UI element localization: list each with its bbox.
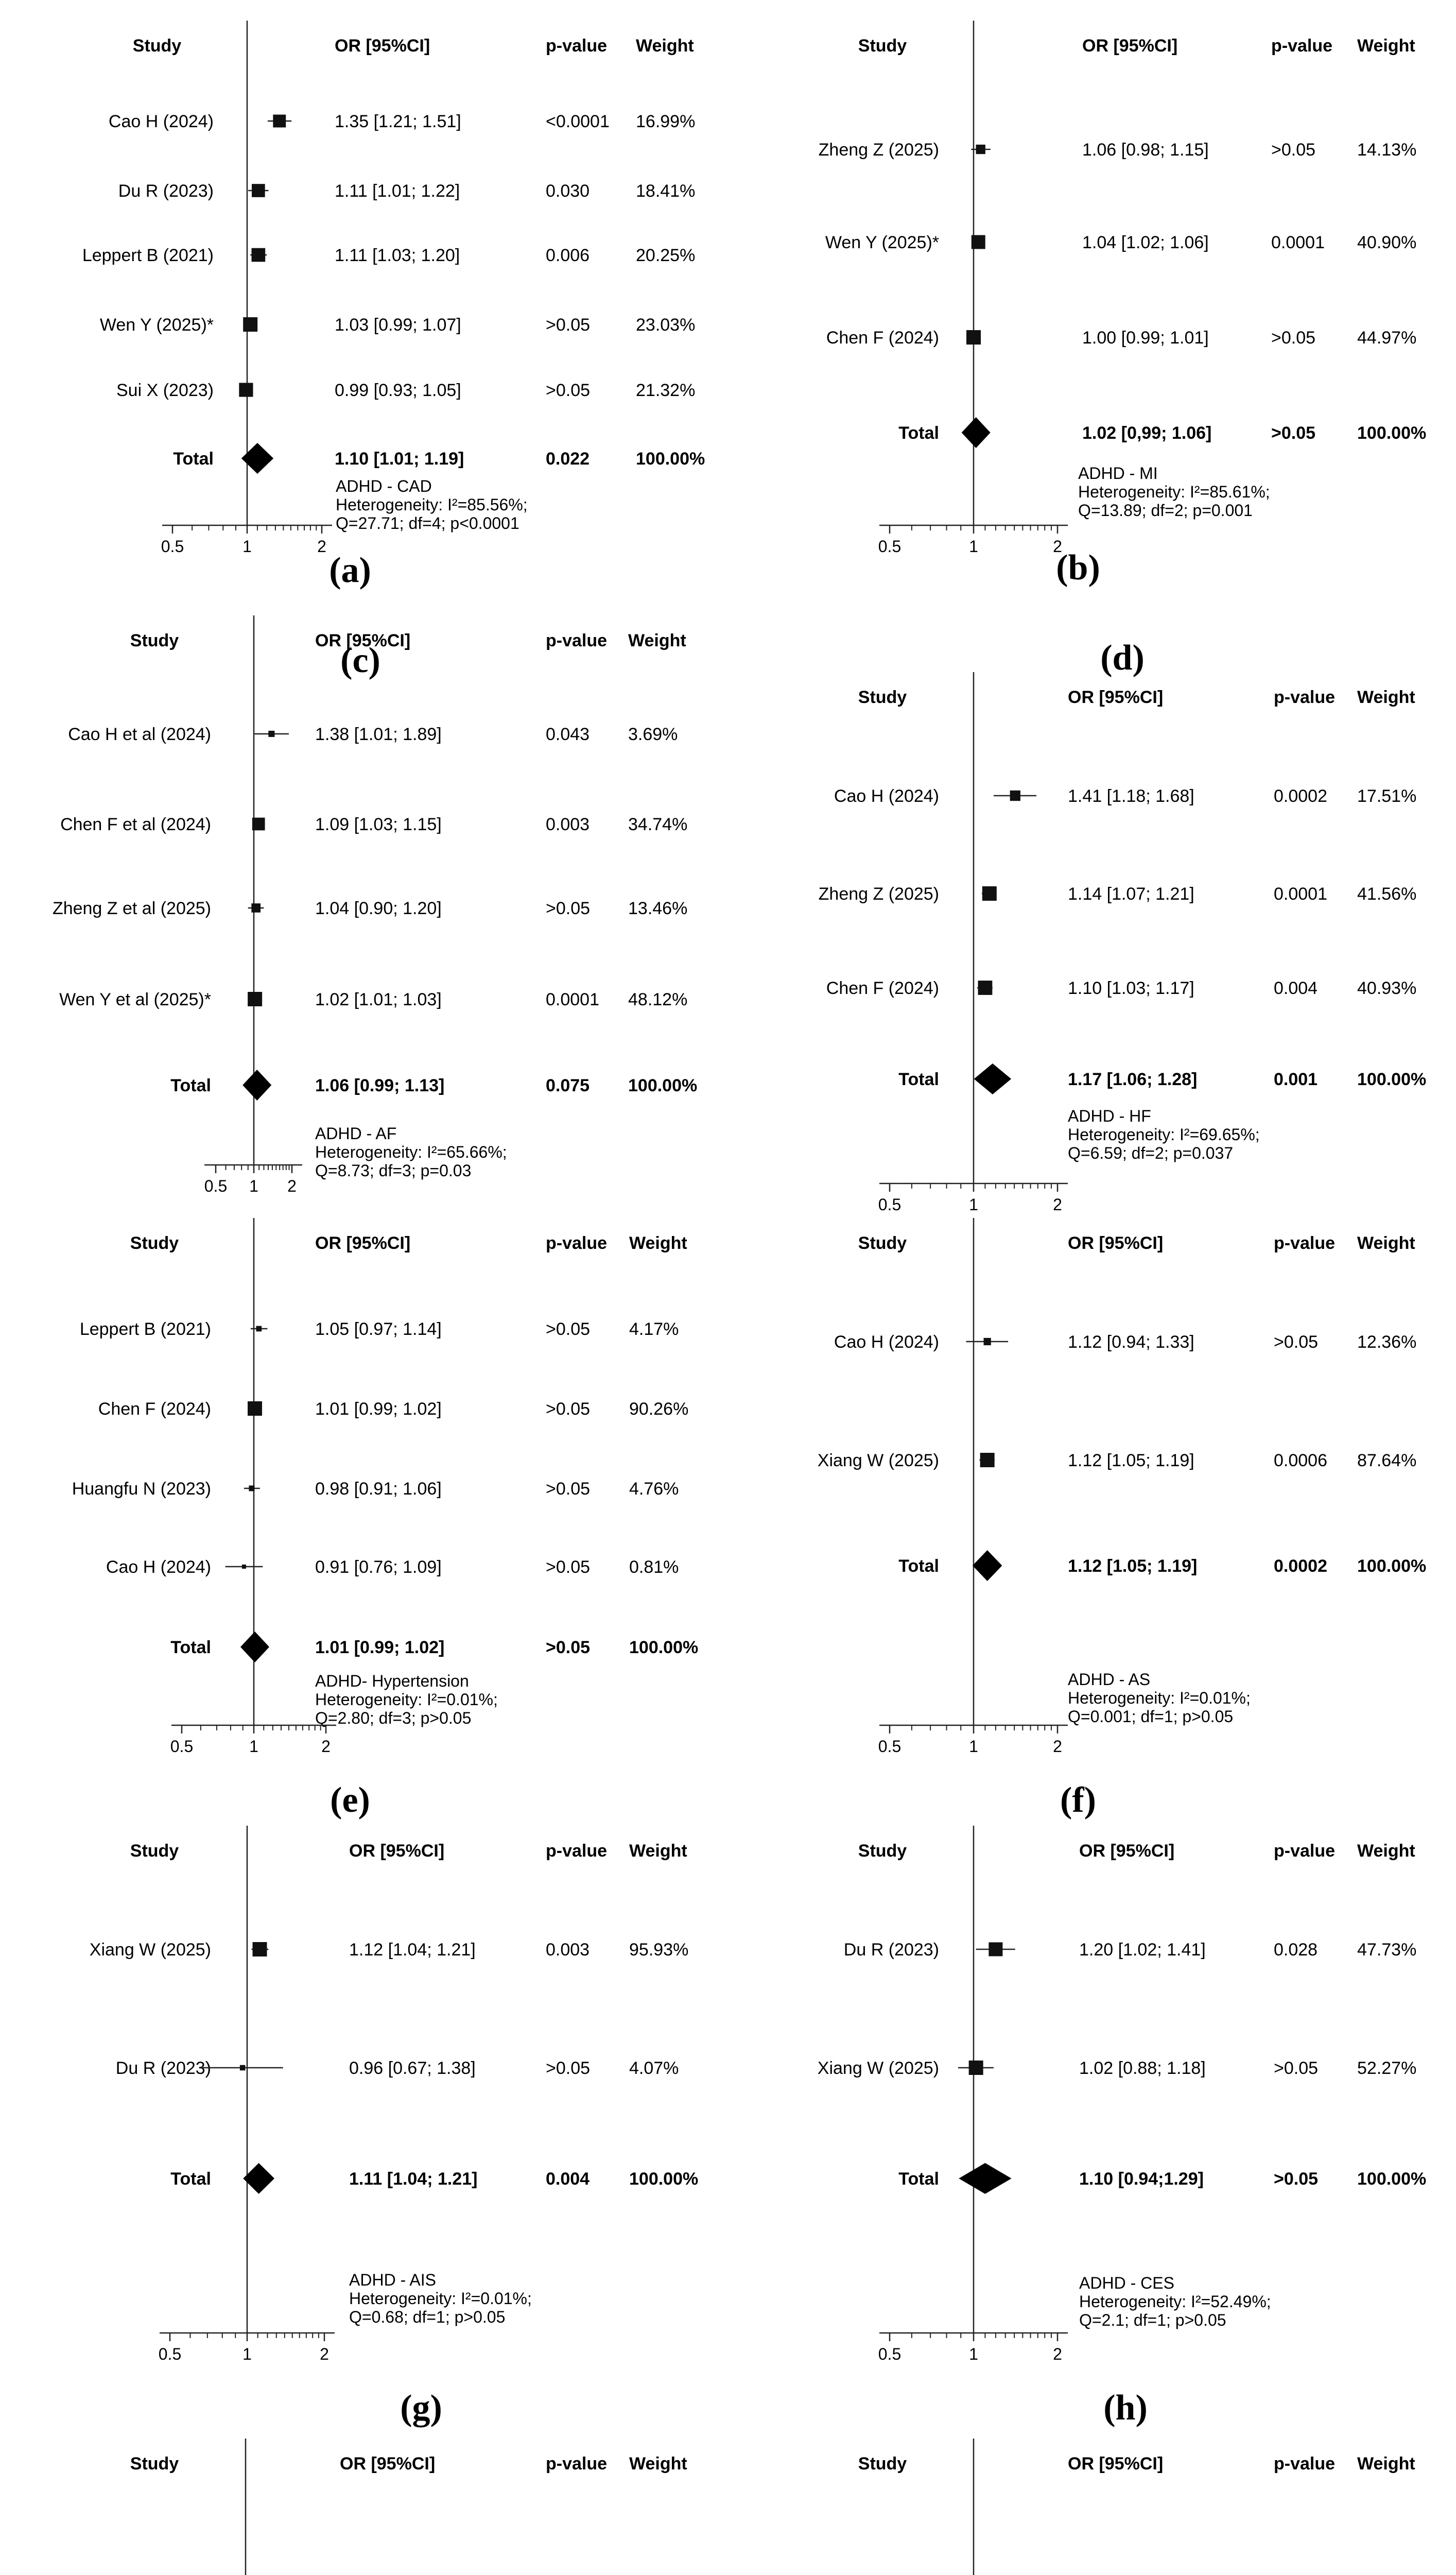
study-p-value: 0.004	[1274, 978, 1318, 998]
heterogeneity-note: Q=6.59; df=2; p=0.037	[1068, 1144, 1234, 1162]
study-name: Chen F (2024)	[826, 328, 939, 348]
study-ci: 1.04 [1.02; 1.06]	[1082, 233, 1209, 252]
heterogeneity-note: Q=27.71; df=4; p<0.0001	[336, 514, 519, 533]
heterogeneity-note: ADHD - HF	[1068, 1107, 1151, 1125]
panel-label: (g)	[400, 2388, 442, 2428]
pooled-diamond	[242, 1070, 271, 1101]
column-header-p-value: p-value	[1271, 36, 1333, 56]
study-ci: 0.91 [0.76; 1.09]	[315, 1557, 442, 1577]
study-ci: 1.02 [1.01; 1.03]	[315, 990, 442, 1009]
x-tick-label: 0.5	[158, 2345, 182, 2363]
study-ci: 1.12 [1.05; 1.19]	[1068, 1451, 1194, 1470]
column-header-p-value: p-value	[1274, 688, 1336, 707]
x-tick-label: 2	[321, 1737, 331, 1756]
column-header-study: Study	[130, 2454, 179, 2474]
column-header-p-value: p-value	[546, 1233, 608, 1253]
heterogeneity-note: Q=2.1; df=1; p>0.05	[1079, 2311, 1226, 2329]
heterogeneity-note: Q=2.80; df=3; p>0.05	[315, 1709, 472, 1727]
study-weight: 52.27%	[1357, 2058, 1417, 2078]
study-marker	[248, 992, 262, 1006]
study-p-value: <0.0001	[546, 112, 610, 131]
heterogeneity-note: Heterogeneity: I²=52.49%;	[1079, 2292, 1271, 2311]
x-tick-label: 0.5	[878, 537, 902, 556]
x-tick-label: 1	[969, 537, 978, 556]
study-ci: 1.12 [0.94; 1.33]	[1068, 1332, 1194, 1352]
study-name: Du R (2023)	[118, 181, 214, 201]
heterogeneity-note: ADHD - AF	[315, 1124, 397, 1143]
study-weight: 4.76%	[629, 1479, 679, 1499]
forest-panel-g	[0, 1808, 728, 2428]
study-name: Sui X (2023)	[116, 381, 214, 400]
column-header-p-value: p-value	[546, 2454, 608, 2474]
study-ci: 1.38 [1.01; 1.89]	[315, 725, 442, 744]
total-weight: 100.00%	[1357, 423, 1427, 443]
study-marker	[252, 818, 265, 831]
x-tick-label: 2	[317, 537, 326, 556]
study-marker	[980, 1453, 995, 1467]
study-p-value: >0.05	[546, 315, 591, 335]
pooled-diamond	[973, 1550, 1002, 1581]
heterogeneity-note: Heterogeneity: I²=65.66%;	[315, 1143, 507, 1161]
study-ci: 1.04 [0.90; 1.20]	[315, 899, 442, 918]
study-marker	[972, 235, 985, 249]
study-name: Xiang W (2025)	[817, 1451, 939, 1470]
total-weight: 100.00%	[629, 2169, 699, 2189]
total-ci: 1.12 [1.05; 1.19]	[1068, 1556, 1198, 1576]
column-header-study: Study	[130, 1841, 179, 1861]
study-name: Zheng Z (2025)	[818, 884, 939, 904]
total-weight: 100.00%	[628, 1076, 698, 1095]
study-weight: 41.56%	[1357, 884, 1417, 904]
total-label: Total	[170, 2169, 211, 2189]
x-tick-label: 1	[969, 2345, 978, 2363]
study-marker	[268, 731, 274, 737]
study-weight: 14.13%	[1357, 140, 1417, 160]
study-ci: 1.35 [1.21; 1.51]	[335, 112, 461, 131]
study-p-value: 0.030	[546, 181, 590, 201]
pooled-diamond	[974, 1063, 1011, 1094]
total-ci: 1.17 [1.06; 1.28]	[1068, 1070, 1198, 1089]
total-weight: 100.00%	[636, 449, 705, 469]
study-marker	[976, 145, 985, 154]
study-marker	[253, 1942, 267, 1956]
study-name: Cao H (2024)	[106, 1557, 211, 1577]
study-name: Cao H et al (2024)	[68, 725, 211, 744]
forest-panel-h	[728, 1808, 1456, 2428]
study-weight: 3.69%	[628, 725, 678, 744]
total-label: Total	[898, 1070, 939, 1089]
heterogeneity-note: Heterogeneity: I²=0.01%;	[349, 2289, 532, 2308]
heterogeneity-note: Heterogeneity: I²=85.61%;	[1078, 483, 1270, 501]
panel-label: (a)	[329, 551, 371, 590]
forest-panel-i	[0, 2420, 728, 2575]
x-tick-label: 0.5	[878, 1195, 902, 1214]
x-tick-label: 0.5	[878, 2345, 902, 2363]
study-name: Xiang W (2025)	[817, 2058, 939, 2078]
study-name: Chen F et al (2024)	[60, 815, 211, 834]
study-ci: 0.96 [0.67; 1.38]	[349, 2058, 476, 2078]
study-name: Du R (2023)	[115, 2058, 211, 2078]
pooled-diamond	[240, 1632, 269, 1662]
total-p-value: 0.0002	[1274, 1556, 1327, 1576]
study-marker	[252, 248, 266, 262]
study-ci: 1.14 [1.07; 1.21]	[1068, 884, 1194, 904]
study-p-value: 0.0002	[1274, 786, 1327, 806]
total-ci: 1.02 [0,99; 1.06]	[1082, 423, 1212, 443]
study-ci: 1.01 [0.99; 1.02]	[315, 1399, 442, 1419]
study-p-value: 0.043	[546, 725, 590, 744]
study-p-value: >0.05	[1271, 140, 1316, 160]
study-ci: 1.03 [0.99; 1.07]	[335, 315, 461, 335]
x-tick-label: 1	[969, 1195, 978, 1214]
study-weight: 48.12%	[628, 990, 688, 1009]
pooled-diamond	[962, 417, 991, 448]
study-ci: 0.99 [0.93; 1.05]	[335, 381, 461, 400]
study-ci: 1.05 [0.97; 1.14]	[315, 1319, 442, 1339]
heterogeneity-note: Q=13.89; df=2; p=0.001	[1078, 501, 1253, 520]
study-p-value: 0.0001	[546, 990, 599, 1009]
study-ci: 1.00 [0.99; 1.01]	[1082, 328, 1209, 348]
total-ci: 1.11 [1.04; 1.21]	[349, 2169, 478, 2189]
column-header-p-value: p-value	[546, 631, 608, 650]
study-weight: 12.36%	[1357, 1332, 1417, 1352]
study-p-value: 0.028	[1274, 1940, 1318, 1960]
study-marker	[239, 383, 253, 397]
forest-panel-j	[728, 2420, 1456, 2575]
column-header-or-ci: OR [95%CI]	[335, 36, 430, 56]
study-weight: 90.26%	[629, 1399, 689, 1419]
study-marker	[256, 1326, 262, 1332]
column-header-study: Study	[858, 2454, 907, 2474]
total-label: Total	[898, 423, 939, 443]
x-tick-label: 0.5	[204, 1177, 228, 1195]
study-weight: 0.81%	[629, 1557, 679, 1577]
study-name: Huangfu N (2023)	[72, 1479, 211, 1499]
forest-panel-f	[728, 1200, 1456, 1820]
x-tick-label: 1	[242, 537, 252, 556]
study-p-value: 0.0001	[1271, 233, 1325, 252]
study-marker	[969, 2061, 983, 2075]
study-p-value: >0.05	[546, 1479, 591, 1499]
total-ci: 1.01 [0.99; 1.02]	[315, 1638, 445, 1657]
study-p-value: >0.05	[546, 2058, 591, 2078]
column-header-weight: Weight	[1357, 2454, 1415, 2474]
x-tick-label: 2	[1053, 537, 1062, 556]
study-p-value: >0.05	[546, 1557, 591, 1577]
study-ci: 1.10 [1.03; 1.17]	[1068, 978, 1194, 998]
heterogeneity-note: Heterogeneity: I²=69.65%;	[1068, 1125, 1260, 1144]
total-weight: 100.00%	[1357, 2169, 1427, 2189]
heterogeneity-note: Heterogeneity: I²=0.01%;	[1068, 1689, 1251, 1707]
study-ci: 1.06 [0.98; 1.15]	[1082, 140, 1209, 160]
study-p-value: >0.05	[546, 1319, 591, 1339]
total-label: Total	[898, 1556, 939, 1576]
study-name: Wen Y et al (2025)*	[59, 990, 211, 1009]
study-p-value: 0.003	[546, 815, 590, 834]
study-marker	[1010, 791, 1020, 801]
study-weight: 44.97%	[1357, 328, 1417, 348]
study-p-value: 0.003	[546, 1940, 590, 1960]
study-p-value: >0.05	[1271, 328, 1316, 348]
total-p-value: 0.075	[546, 1076, 590, 1095]
study-ci: 1.11 [1.03; 1.20]	[335, 246, 460, 265]
x-tick-label: 1	[249, 1177, 258, 1195]
study-name: Leppert B (2021)	[82, 246, 214, 265]
column-header-study: Study	[132, 36, 182, 56]
column-header-weight: Weight	[629, 1841, 687, 1861]
study-name: Zheng Z (2025)	[818, 140, 939, 160]
column-header-study: Study	[858, 1233, 907, 1253]
study-name: Chen F (2024)	[826, 978, 939, 998]
study-weight: 47.73%	[1357, 1940, 1417, 1960]
study-weight: 34.74%	[628, 815, 688, 834]
study-weight: 16.99%	[636, 112, 696, 131]
study-weight: 4.07%	[629, 2058, 679, 2078]
study-weight: 17.51%	[1357, 786, 1417, 806]
study-name: Cao H (2024)	[108, 112, 214, 131]
heterogeneity-note: Q=8.73; df=3; p=0.03	[315, 1161, 472, 1180]
x-tick-label: 2	[320, 2345, 329, 2363]
x-tick-label: 1	[249, 1737, 258, 1756]
heterogeneity-note: ADHD - CES	[1079, 2274, 1174, 2292]
study-marker	[249, 1485, 254, 1491]
study-marker	[989, 1942, 1002, 1956]
heterogeneity-note: Heterogeneity: I²=85.56%;	[336, 495, 528, 514]
column-header-weight: Weight	[636, 36, 694, 56]
heterogeneity-note: ADHD - AS	[1068, 1670, 1151, 1689]
study-name: Zheng Z et al (2025)	[52, 899, 211, 918]
study-weight: 95.93%	[629, 1940, 689, 1960]
column-header-or-ci: OR [95%CI]	[349, 1841, 445, 1861]
heterogeneity-note: Q=0.001; df=1; p>0.05	[1068, 1707, 1234, 1726]
forest-panel-d	[728, 597, 1456, 1214]
heterogeneity-note: ADHD - AIS	[349, 2271, 436, 2289]
column-header-or-ci: OR [95%CI]	[1068, 2454, 1164, 2474]
study-p-value: 0.006	[546, 246, 590, 265]
pooled-diamond	[959, 2163, 1011, 2194]
column-header-or-ci: OR [95%CI]	[340, 2454, 436, 2474]
column-header-weight: Weight	[629, 1233, 687, 1253]
study-marker	[240, 2065, 246, 2071]
study-marker	[242, 1565, 246, 1569]
study-ci: 1.20 [1.02; 1.41]	[1079, 1940, 1206, 1960]
study-weight: 23.03%	[636, 315, 696, 335]
study-weight: 4.17%	[629, 1319, 679, 1339]
study-name: Leppert B (2021)	[79, 1319, 211, 1339]
total-p-value: >0.05	[1274, 2169, 1319, 2189]
study-weight: 87.64%	[1357, 1451, 1417, 1470]
column-header-weight: Weight	[628, 631, 686, 650]
study-marker	[251, 903, 261, 913]
study-ci: 1.41 [1.18; 1.68]	[1068, 786, 1194, 806]
forest-panel-c	[0, 597, 728, 1200]
column-header-or-ci: OR [95%CI]	[315, 631, 411, 650]
study-name: Cao H (2024)	[834, 1332, 939, 1352]
total-weight: 100.00%	[629, 1638, 699, 1657]
study-name: Du R (2023)	[843, 1940, 939, 1960]
column-header-p-value: p-value	[1274, 1841, 1336, 1861]
panel-label: (h)	[1103, 2388, 1148, 2428]
forest-panel-e	[0, 1200, 728, 1820]
study-p-value: >0.05	[1274, 1332, 1319, 1352]
study-p-value: >0.05	[1274, 2058, 1319, 2078]
heterogeneity-note: ADHD - CAD	[336, 477, 432, 495]
study-ci: 1.11 [1.01; 1.22]	[335, 181, 460, 201]
study-marker	[984, 1338, 991, 1345]
panel-label: (b)	[1056, 548, 1100, 588]
panel-label: (e)	[330, 1780, 370, 1820]
study-p-value: 0.0001	[1274, 884, 1327, 904]
study-marker	[273, 115, 286, 128]
forest-panel-b	[728, 0, 1456, 597]
total-p-value: 0.004	[546, 2169, 590, 2189]
pooled-diamond	[243, 2163, 274, 2194]
column-header-study: Study	[858, 36, 907, 56]
study-name: Wen Y (2025)*	[99, 315, 214, 335]
total-p-value: >0.05	[1271, 423, 1316, 443]
column-header-or-ci: OR [95%CI]	[1068, 1233, 1164, 1253]
study-marker	[252, 184, 265, 197]
column-header-or-ci: OR [95%CI]	[1079, 1841, 1175, 1861]
column-header-weight: Weight	[1357, 688, 1415, 707]
column-header-p-value: p-value	[546, 1841, 608, 1861]
study-name: Chen F (2024)	[98, 1399, 211, 1419]
total-label: Total	[898, 2169, 939, 2189]
x-tick-label: 2	[1053, 1195, 1062, 1214]
study-weight: 40.90%	[1357, 233, 1417, 252]
x-tick-label: 1	[242, 2345, 252, 2363]
study-ci: 1.02 [0.88; 1.18]	[1079, 2058, 1206, 2078]
panel-label: (c)	[340, 641, 380, 680]
study-ci: 0.98 [0.91; 1.06]	[315, 1479, 442, 1499]
x-tick-label: 0.5	[170, 1737, 194, 1756]
column-header-or-ci: OR [95%CI]	[1068, 688, 1164, 707]
total-label: Total	[173, 449, 214, 469]
total-weight: 100.00%	[1357, 1070, 1427, 1089]
total-ci: 1.10 [0.94;1.29]	[1079, 2169, 1204, 2189]
study-weight: 40.93%	[1357, 978, 1417, 998]
column-header-or-ci: OR [95%CI]	[315, 1233, 411, 1253]
x-tick-label: 0.5	[161, 537, 184, 556]
study-weight: 21.32%	[636, 381, 696, 400]
column-header-study: Study	[858, 688, 907, 707]
total-p-value: 0.022	[546, 449, 590, 469]
total-p-value: 0.001	[1274, 1070, 1318, 1089]
study-marker	[248, 1401, 262, 1416]
heterogeneity-note: Q=0.68; df=1; p>0.05	[349, 2308, 506, 2326]
study-p-value: >0.05	[546, 381, 591, 400]
column-header-weight: Weight	[1357, 1233, 1415, 1253]
study-marker	[966, 330, 981, 345]
x-tick-label: 0.5	[878, 1737, 902, 1756]
study-weight: 13.46%	[628, 899, 688, 918]
total-ci: 1.06 [0.99; 1.13]	[315, 1076, 445, 1095]
x-tick-label: 2	[1053, 1737, 1062, 1756]
column-header-weight: Weight	[1357, 36, 1415, 56]
study-name: Xiang W (2025)	[89, 1940, 211, 1960]
study-p-value: 0.0006	[1274, 1451, 1327, 1470]
forest-panel-a	[0, 0, 728, 597]
study-ci: 1.09 [1.03; 1.15]	[315, 815, 442, 834]
total-label: Total	[170, 1638, 211, 1657]
study-name: Wen Y (2025)*	[825, 233, 939, 252]
column-header-p-value: p-value	[546, 36, 608, 56]
study-p-value: >0.05	[546, 1399, 591, 1419]
panel-label: (d)	[1100, 638, 1145, 678]
heterogeneity-note: ADHD- Hypertension	[315, 1672, 469, 1690]
column-header-weight: Weight	[1357, 1841, 1415, 1861]
pooled-diamond	[241, 443, 273, 474]
column-header-p-value: p-value	[1274, 2454, 1336, 2474]
total-label: Total	[170, 1076, 211, 1095]
heterogeneity-note: Heterogeneity: I²=0.01%;	[315, 1690, 498, 1709]
heterogeneity-note: ADHD - MI	[1078, 464, 1158, 483]
column-header-study: Study	[130, 1233, 179, 1253]
study-marker	[243, 317, 257, 332]
x-tick-label: 2	[1053, 2345, 1062, 2363]
study-marker	[978, 981, 992, 995]
study-p-value: >0.05	[546, 899, 591, 918]
total-ci: 1.10 [1.01; 1.19]	[335, 449, 464, 469]
column-header-p-value: p-value	[1274, 1233, 1336, 1253]
column-header-or-ci: OR [95%CI]	[1082, 36, 1178, 56]
column-header-weight: Weight	[629, 2454, 687, 2474]
total-weight: 100.00%	[1357, 1556, 1427, 1576]
study-ci: 1.12 [1.04; 1.21]	[349, 1940, 476, 1960]
x-tick-label: 2	[287, 1177, 297, 1195]
x-tick-label: 1	[969, 1737, 978, 1756]
study-name: Cao H (2024)	[834, 786, 939, 806]
study-marker	[982, 886, 997, 901]
total-p-value: >0.05	[546, 1638, 591, 1657]
panel-label: (f)	[1060, 1780, 1096, 1820]
study-weight: 20.25%	[636, 246, 696, 265]
study-weight: 18.41%	[636, 181, 696, 201]
column-header-study: Study	[130, 631, 179, 650]
column-header-study: Study	[858, 1841, 907, 1861]
